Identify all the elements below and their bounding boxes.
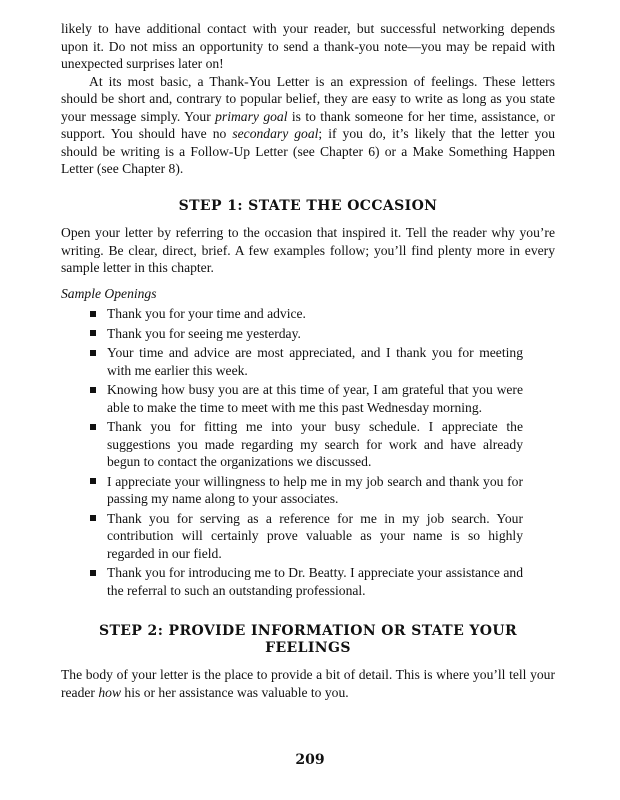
bullet-square-icon	[90, 387, 96, 393]
list-item: Your time and advice are most appreciated, and I thank you for meeting with me earlier this week.	[89, 344, 523, 379]
intro-paragraph-thank-you-letter	[61, 73, 555, 178]
step2-body	[61, 666, 555, 701]
step2-heading: STEP 2: PROVIDE INFORMATION OR STATE YOUR FEELINGS	[98, 623, 518, 656]
list-item: Thank you for your time and advice.	[89, 305, 523, 323]
intro-paragraph-continued: likely to have additional contact with your reader, but successful networking depends upon it. Do not miss an opportunity to send a thank-you note—you may be repaid with unexpected surprises later on!	[61, 21, 555, 71]
intro-text-e: ; if you do, it’s likely that the letter you should be writing is a Follow-Up Letter (see Chapter 6) or a Make Something Happen Letter (see Chapter 8).	[61, 126, 555, 176]
list-item: Thank you for fitting me into your busy schedule. I appreciate the suggestions you made regarding my search for work and have already begun to contact the organizations we discussed.	[89, 418, 523, 471]
primary-goal-term: primary goal	[215, 108, 288, 124]
page-content	[61, 20, 555, 701]
list-item: Knowing how busy you are at this time of year, I am grateful that you were able to make the time to meet with me this past Wednesday morning.	[89, 381, 523, 416]
list-item: Thank you for seeing me yesterday.	[89, 325, 523, 343]
step2-text-a: The body of your letter is the place to provide a bit of detail. This is where you’ll tell your reader	[61, 667, 555, 700]
list-item: I appreciate your willingness to help me in my job search and thank you for passing my name along to your associates.	[89, 473, 523, 508]
sample-openings-list	[61, 305, 555, 599]
step1-heading: STEP 1: STATE THE OCCASION	[178, 197, 438, 214]
step2-text-c: his or her assistance was valuable to you.	[121, 684, 349, 700]
bullet-square-icon	[90, 330, 96, 336]
list-item: Thank you for serving as a reference for me in my job search. Your contribution will certainly prove valuable as your name is so highly regarded in our field.	[89, 510, 523, 563]
sample-openings-label: Sample Openings	[61, 285, 157, 301]
bullet-square-icon	[90, 424, 96, 430]
bullet-square-icon	[90, 311, 96, 317]
how-term: how	[98, 684, 122, 700]
list-item: Thank you for introducing me to Dr. Beatty. I appreciate your assistance and the referral to such an outstanding professional.	[89, 564, 523, 599]
bullet-square-icon	[90, 478, 96, 484]
secondary-goal-term: secondary goal	[232, 126, 319, 141]
bullet-square-icon	[90, 570, 96, 576]
page-number: 209	[295, 752, 325, 768]
intro-text-c: is to thank someone for her time, assistance, or support. You should have no	[61, 108, 555, 141]
bullet-square-icon	[90, 515, 96, 521]
step1-body: Open your letter by referring to the occasion that inspired it. Tell the reader why you’re writing. Be clear, direct, brief. A few examples follow; you’ll find plenty more in every sample letter in this chapter.	[61, 225, 555, 275]
bullet-square-icon	[90, 350, 96, 356]
intro-text-a: At its most basic, a Thank-You Letter is an expression of feelings. These letters should be short and, contrary to popular belief, they are easy to write as long as you state your message simply. Your	[61, 73, 555, 124]
